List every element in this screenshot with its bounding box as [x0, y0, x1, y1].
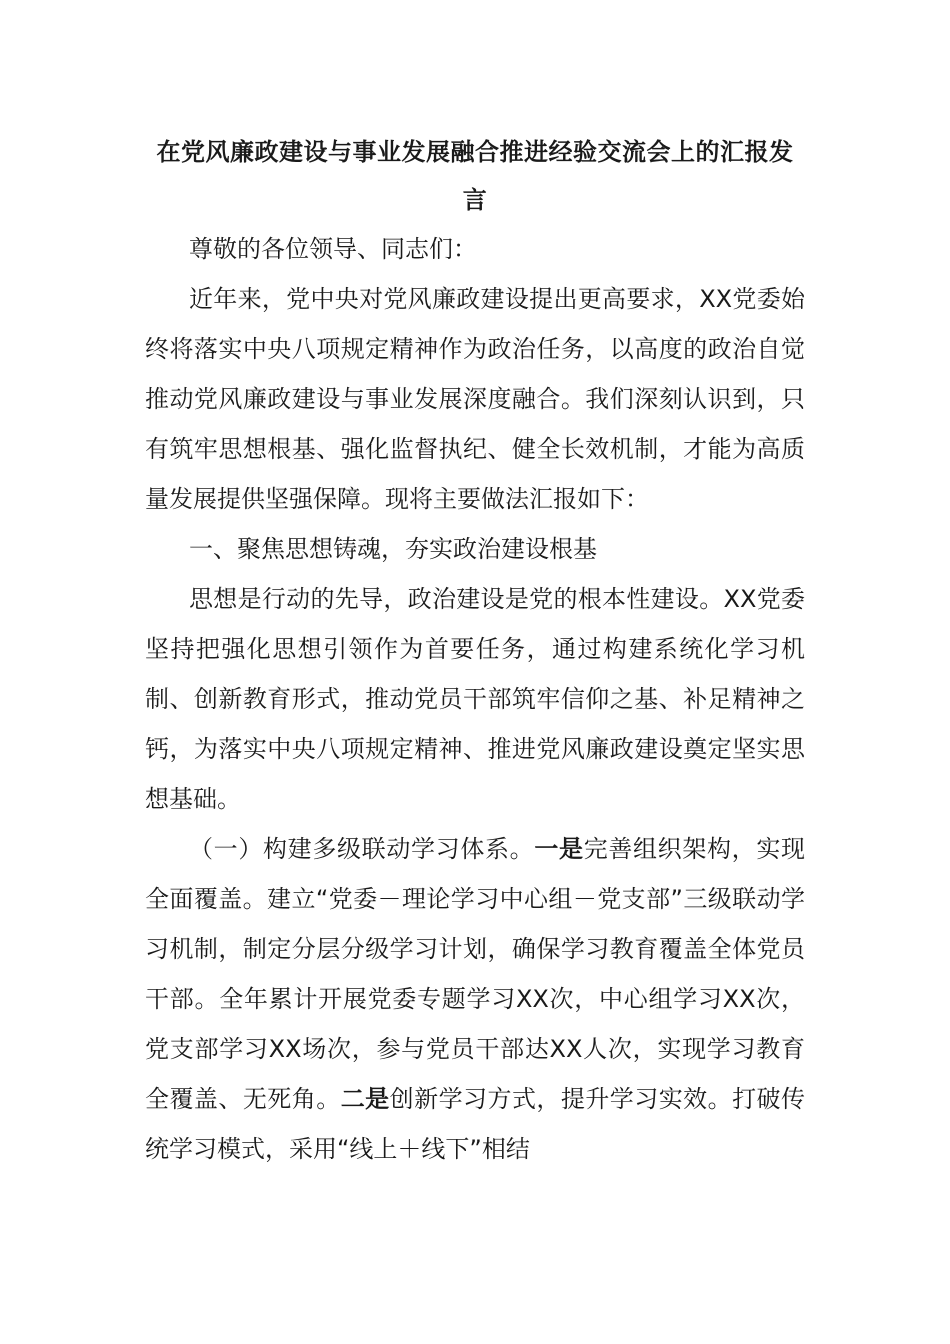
section-1-paragraph: 思想是行动的先导，政治建设是党的根本性建设。XX党委坚持把强化思想引领作为首要任务，通过构建系统化学习机制、创新教育形式，推动党员干部筑牢信仰之基、补足精神之钙，为落实中央八项规定精神、推进党风廉政建设奠定坚实思想基础。	[145, 585, 805, 813]
section-heading-1: 一、聚焦思想铸魂，夯实政治建设根基	[189, 535, 597, 563]
intro-paragraph: 近年来，党中央对党风廉政建设提出更高要求，XX党委始终将落实中央八项规定精神作为政治任务，以高度的政治自觉推动党风廉政建设与事业发展深度融合。我们深刻认识到，只有筑牢思想根基、强化监督执纪、健全长效机制，才能为高质量发展提供坚强保障。现将主要做法汇报如下：	[145, 285, 805, 513]
subsection-1-text-1: 完善组织架构，实现全面覆盖。建立“党委－理论学习中心组－党支部”三级联动学习机制，制定分层分级学习计划，确保学习教育覆盖全体党员干部。全年累计开展党委专题学习XX次，中心组学习XX次，党支部学习XX场次，参与党员干部达XX人次，实现学习教育全覆盖、无死角。	[145, 835, 806, 1113]
document-title: 在党风廉政建设与事业发展融合推进经验交流会上的汇报发言	[156, 138, 794, 214]
subsection-1-text-2: 创新学习方式，提升学习实效。打破传统学习模式，采用“线上＋线下”相结	[145, 1085, 806, 1163]
salutation: 尊敬的各位领导、同志们：	[189, 235, 477, 263]
document-page	[145, 128, 805, 1174]
lead-marker-2: 二是	[340, 1085, 390, 1113]
subsection-1-paragraph	[145, 824, 805, 1174]
lead-marker-1: 一是	[534, 835, 584, 863]
subsection-1-prefix: （一）构建多级联动学习体系。	[189, 835, 535, 863]
